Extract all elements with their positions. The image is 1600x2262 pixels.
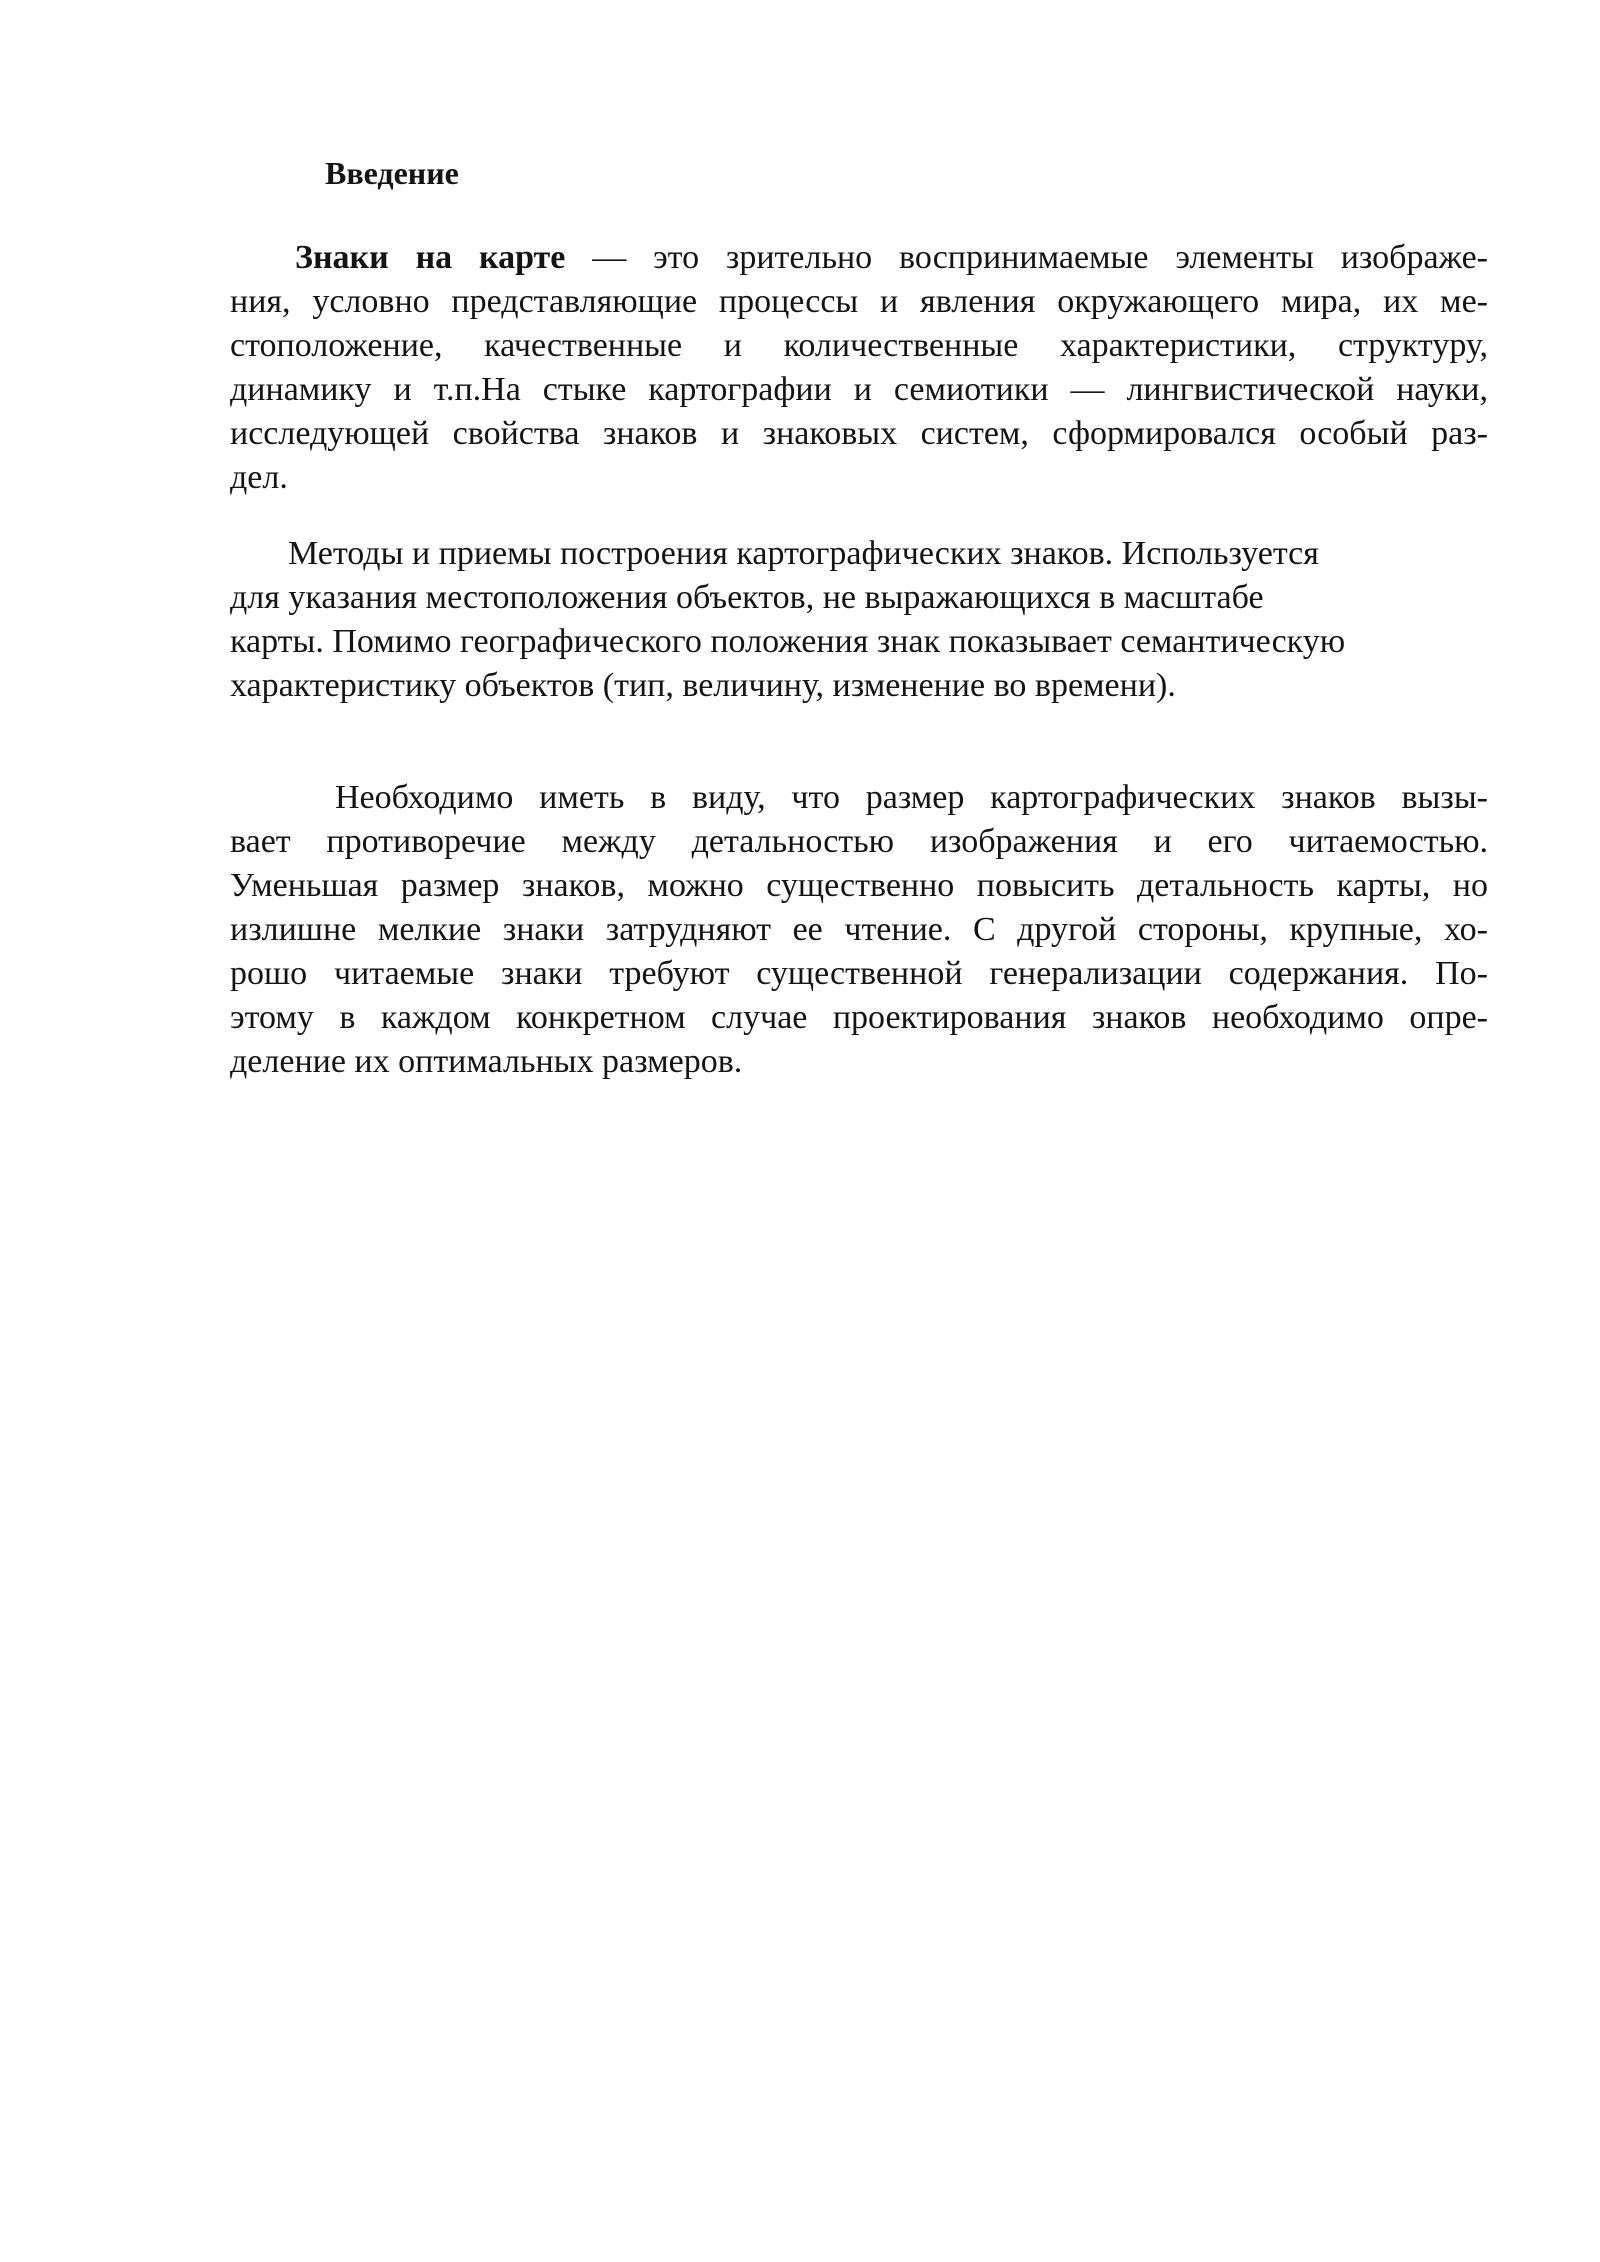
paragraph-line: для указания местоположения объектов, не выражающихся в масштабе — [230, 579, 1264, 616]
paragraph-line: ния, условно представляющие процессы и явления окружающего мира, их ме- — [230, 283, 1488, 320]
paragraph-line: деление их оптимальных размеров. — [230, 1043, 743, 1080]
line-text: — это зрительно воспринимаемые элементы изображе- — [565, 239, 1489, 276]
paragraph-line: карты. Помимо географического положения знак показывает семантическую — [230, 623, 1346, 660]
paragraph-line — [295, 236, 1488, 280]
paragraph-line: динамику и т.п.На стыке картографии и семиотики — лингвистической науки, — [230, 371, 1488, 408]
paragraph-line: характеристику объектов (тип, величину, изменение во времени). — [230, 667, 1176, 704]
paragraph-line: вает противоречие между детальностью изображения и его читаемостью. — [230, 823, 1488, 860]
paragraph-line: дел. — [230, 459, 288, 496]
paragraph-line: стоположение, качественные и количественные характеристики, структуру, — [230, 327, 1488, 364]
page-title: Введение — [325, 155, 459, 191]
paragraph-line: Необходимо иметь в виду, что размер картографических знаков вызы- — [335, 779, 1488, 816]
paragraph-line: рошо читаемые знаки требуют существенной генерализации содержания. По- — [230, 955, 1488, 992]
paragraph-line: Методы и приемы построения картографических знаков. Используется — [288, 535, 1319, 572]
paragraph-line: Уменьшая размер знаков, можно существенно повысить детальность карты, но — [230, 867, 1488, 904]
term-highlight: Знаки на карте — [295, 239, 566, 276]
paragraph-line: излишне мелкие знаки затрудняют ее чтение. С другой стороны, крупные, хо- — [230, 911, 1488, 948]
paragraph-line: исследующей свойства знаков и знаковых систем, сформировался особый раз- — [230, 415, 1488, 452]
paragraph-line: этому в каждом конкретном случае проектирования знаков необходимо опре- — [230, 999, 1488, 1036]
